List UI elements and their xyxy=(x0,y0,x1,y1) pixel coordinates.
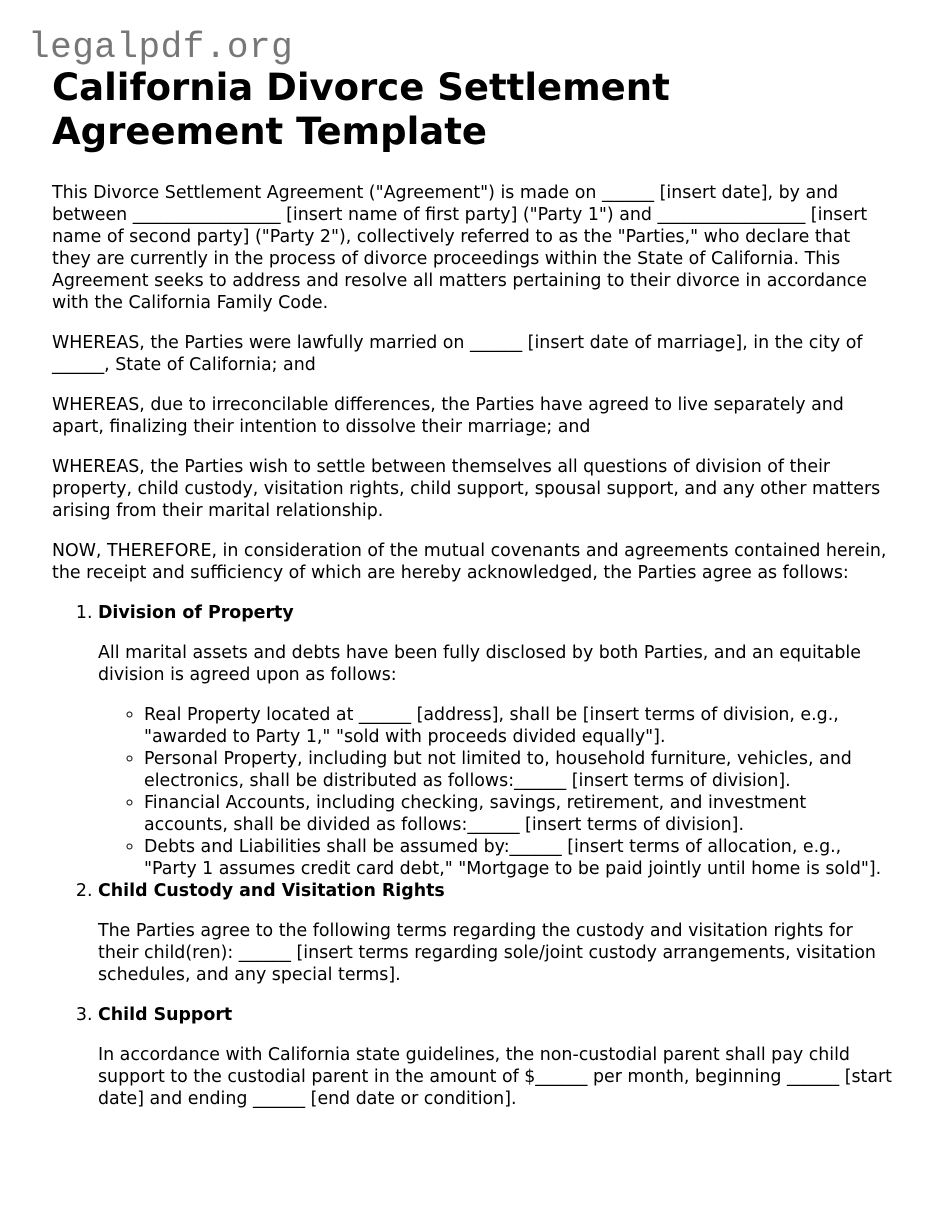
watermark: legalpdf.org xyxy=(28,27,294,68)
section-body: All marital assets and debts have been fully disclosed by both Parties, and an equitable division is agreed upon as follows: xyxy=(98,643,861,685)
property-items-list xyxy=(98,704,892,880)
whereas-paragraph-3: WHEREAS, the Parties wish to settle between themselves all questions of division of their property, child custody, visitation rights, child support, spousal support, and any other matters arising from their marital relationship. xyxy=(52,457,881,521)
document xyxy=(52,66,892,1128)
document-title xyxy=(52,66,892,154)
section-child-custody xyxy=(98,880,892,986)
section-title: 1. Division of Property xyxy=(98,603,294,623)
whereas-paragraph-2: WHEREAS, due to irreconcilable differences, the Parties have agreed to live separately and apart, finalizing their intention to dissolve their marriage; and xyxy=(52,395,844,437)
sections-list xyxy=(52,602,892,1110)
section-title: 3. Child Support xyxy=(98,1005,233,1025)
section-child-support xyxy=(98,1004,892,1110)
whereas-paragraph-1: WHEREAS, the Parties were lawfully married on ______ [insert date of marriage], in the city of ______, State of California; and xyxy=(52,333,863,375)
title-line-1: California Divorce Settlement xyxy=(52,66,670,109)
list-item: ◦ Personal Property, including but not limited to, household furniture, vehicles, and electronics, shall be distributed as follows:______ [insert terms of division]. xyxy=(144,748,892,792)
title-line-2: Agreement Template xyxy=(52,110,488,153)
section-title: 2. Child Custody and Visitation Rights xyxy=(98,881,445,901)
list-item: ◦ Financial Accounts, including checking, savings, retirement, and investment accounts, shall be divided as follows:______ [insert terms of division]. xyxy=(144,792,892,836)
section-body: In accordance with California state guidelines, the non-custodial parent shall pay child support to the custodial parent in the amount of $______ per month, beginning ______ [start date] and ending ______ [end date or condition]. xyxy=(98,1045,892,1109)
now-therefore-paragraph: NOW, THEREFORE, in consideration of the mutual covenants and agreements contained herein, the receipt and sufficiency of which are hereby acknowledged, the Parties agree as follows: xyxy=(52,541,887,583)
section-body: The Parties agree to the following terms regarding the custody and visitation rights for their child(ren): ______ [insert terms regarding sole/joint custody arrangements, visitation schedules, and any special terms]. xyxy=(98,921,876,985)
section-division-of-property xyxy=(98,602,892,880)
list-item: ◦ Debts and Liabilities shall be assumed by:______ [insert terms of allocation, e.g., "Party 1 assumes credit card debt," "Mortgage to be paid jointly until home is sold"]. xyxy=(144,836,892,880)
list-item: ◦ Real Property located at ______ [address], shall be [insert terms of division, e.g., "awarded to Party 1," "sold with proceeds divided equally"]. xyxy=(144,704,892,748)
intro-paragraph: This Divorce Settlement Agreement ("Agreement") is made on ______ [insert date], by and between _________________ [insert name of first party] ("Party 1") and _________________ [insert name of second party] ("Party 2"), collectively referred to as the "Parties," who declare that they are currently in the process of divorce proceedings within the State of California. This Agreement seeks to address and resolve all matters pertaining to their divorce in accordance with the California Family Code. xyxy=(52,183,868,313)
